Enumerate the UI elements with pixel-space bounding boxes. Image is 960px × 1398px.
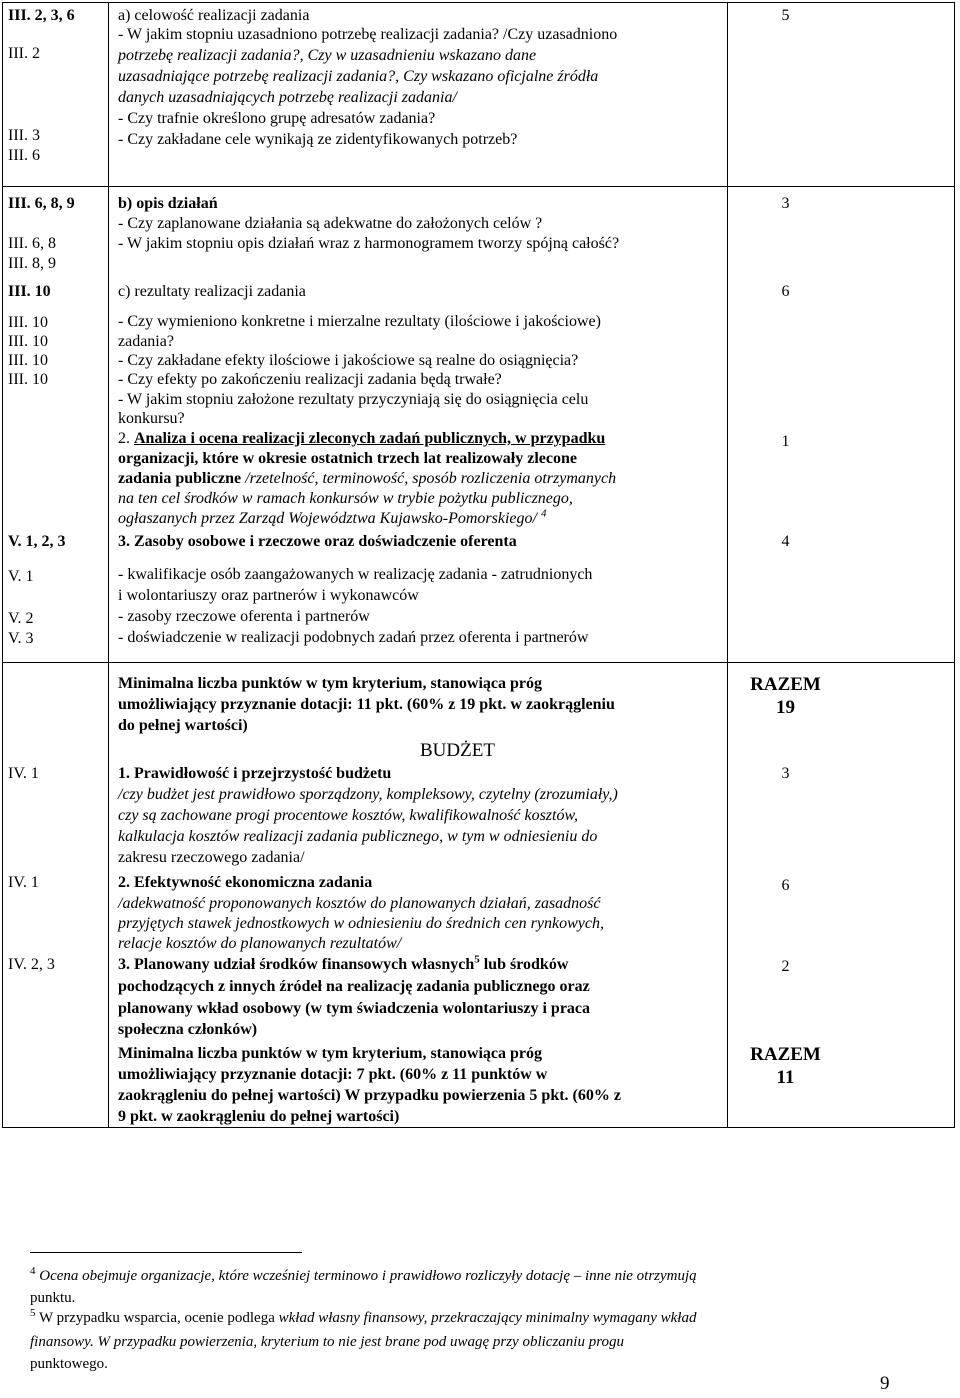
criterion-line: czy są zachowane progi procentowe kosztów, kwalifikowalność kosztów, xyxy=(118,807,578,824)
ref-label: III. 10 xyxy=(8,352,48,369)
footnote-ref: 5 xyxy=(474,953,480,966)
ref-label: III. 10 xyxy=(8,371,48,388)
criterion-line: - W jakim stopniu założone rezultaty przyczyniają się do osiągnięcia celu xyxy=(118,391,589,408)
criterion-line: społeczna członków) xyxy=(118,1021,258,1038)
criterion-text: ogłaszanych przez Zarząd Województwa Kujawsko-Pomorskiego/ xyxy=(118,510,537,527)
max-score: 5 xyxy=(781,7,790,24)
minimum-threshold-line: Minimalna liczba punktów w tym kryterium, stanowiąca próg xyxy=(118,1045,542,1062)
criterion-line: - W jakim stopniu uzasadniono potrzebę realizacji zadania? /Czy uzasadniono xyxy=(118,26,618,43)
max-score: 3 xyxy=(781,765,790,782)
total-value: 11 xyxy=(776,1067,795,1088)
criterion-heading: 2. Efektywność ekonomiczna zadania xyxy=(118,874,373,891)
page-number: 9 xyxy=(880,1373,890,1394)
total-label: RAZEM xyxy=(750,1044,821,1065)
criterion-line xyxy=(118,469,616,490)
footnote-text: finansowy. W przypadku powierzenia, kryterium to nie jest brane pod uwagę przy obliczaniu progu xyxy=(30,1334,624,1350)
criterion-line: organizacji, które w okresie ostatnich trzech lat realizowały zlecone xyxy=(118,450,577,467)
criterion-heading: 3. Zasoby osobowe i rzeczowe oraz doświadczenie oferenta xyxy=(118,533,517,550)
footnote-4 xyxy=(30,1266,697,1286)
criterion-heading: 1. Prawidłowość i przejrzystość budżetu xyxy=(118,765,392,782)
footnote-text: Ocena obejmuje organizacje, które wcześniej terminowo i prawidłowo rozliczyły dotację – inne nie otrzymują xyxy=(35,1268,697,1284)
criterion-line: przyjętych stawek jednostkowych w odniesieniu do średnich cen rynkowych, xyxy=(118,915,604,932)
ref-label: III. 6 xyxy=(8,147,40,164)
budget-title: BUDŻET xyxy=(420,740,495,761)
criterion-line: - Czy zakładane efekty ilościowe i jakościowe są realne do osiągnięcia? xyxy=(118,352,579,369)
criterion-line: - Czy efekty po zakończeniu realizacji zadania będą trwałe? xyxy=(118,371,502,388)
minimum-threshold-line: Minimalna liczba punktów w tym kryterium, stanowiąca próg xyxy=(118,675,542,692)
criterion-line: - Czy wymieniono konkretne i mierzalne rezultaty (ilościowe i jakościowe) xyxy=(118,313,601,330)
max-score: 3 xyxy=(781,195,790,212)
ref-label: IV. 2, 3 xyxy=(8,956,55,973)
criterion-heading: c) rezultaty realizacji zadania xyxy=(118,283,306,300)
max-score: 2 xyxy=(781,958,790,975)
ref-label: IV. 1 xyxy=(8,765,39,782)
footnote-5 xyxy=(30,1308,696,1328)
footnote-text: wkład własny finansowy, przekraczający minimalny wymagany wkład xyxy=(278,1310,697,1326)
criterion-line: konkursu? xyxy=(118,410,185,427)
criterion-line: i wolontariuszy oraz partnerów i wykonawców xyxy=(118,587,419,604)
criterion-line: relacje kosztów do planowanych rezultatów/ xyxy=(118,935,402,952)
max-score: 1 xyxy=(781,433,790,450)
ref-label: III. 3 xyxy=(8,127,40,144)
criterion-line: na ten cel środków w ramach konkursów w trybie pożytku publicznego, xyxy=(118,490,573,507)
criterion-heading xyxy=(118,429,605,450)
footnote-ref: 4 xyxy=(540,507,547,520)
row-divider xyxy=(3,662,954,663)
criterion-line: - doświadczenie w realizacji podobnych zadań przez oferenta i partnerów xyxy=(118,629,589,646)
total-value: 19 xyxy=(776,697,795,718)
ref-label: V. 1, 2, 3 xyxy=(8,533,66,550)
criterion-line: zakresu rzeczowego zadania/ xyxy=(118,849,305,866)
ref-label: IV. 1 xyxy=(8,874,39,891)
criterion-text: lub środków xyxy=(479,956,569,973)
criterion-line: kalkulacja kosztów realizacji zadania publicznego, w tym w odniesieniu do xyxy=(118,828,598,845)
footnote-mark: 5 xyxy=(30,1307,36,1319)
criterion-heading xyxy=(118,955,568,976)
criterion-line: - kwalifikacje osób zaangażowanych w realizację zadania - zatrudnionych xyxy=(118,566,593,583)
criterion-line: - W jakim stopniu opis działań wraz z harmonogramem tworzy spójną całość? xyxy=(118,235,620,252)
footnote-text: punktowego. xyxy=(30,1356,108,1372)
criterion-heading: a) celowość realizacji zadania xyxy=(118,7,310,24)
criterion-line: planowany wkład osobowy (w tym świadczenia wolontariuszy i praca xyxy=(118,1000,591,1017)
max-score: 4 xyxy=(781,533,790,550)
ref-label: III. 6, 8, 9 xyxy=(8,195,75,212)
criterion-heading: b) opis działań xyxy=(118,195,218,212)
ref-label: III. 2 xyxy=(8,45,40,62)
criterion-line: /adekwatność proponowanych kosztów do planowanych działań, zasadność xyxy=(118,895,601,912)
minimum-threshold-line: zaokrągleniu do pełnej wartości) W przypadku powierzenia 5 pkt. (60% z xyxy=(118,1087,621,1104)
criterion-line: potrzebę realizacji zadania?, Czy w uzasadnieniu wskazano dane xyxy=(118,47,537,64)
minimum-threshold-line: do pełnej wartości) xyxy=(118,717,248,734)
criterion-line: - Czy zakładane cele wynikają ze zidentyfikowanych potrzeb? xyxy=(118,131,518,148)
ref-label: III. 6, 8 xyxy=(8,235,56,252)
minimum-threshold-line: umożliwiający przyznanie dotacji: 7 pkt. (60% z 11 punktów w xyxy=(118,1066,548,1083)
criterion-text: 3. Planowany udział środków finansowych własnych xyxy=(118,956,475,973)
column-divider xyxy=(108,3,109,1127)
ref-label: III. 10 xyxy=(8,333,48,350)
footnote-text: W przypadku wsparcia, ocenie podlega xyxy=(35,1310,279,1326)
criterion-line: - zasoby rzeczowe oferenta i partnerów xyxy=(118,608,370,625)
criterion-line: zadania? xyxy=(118,333,174,350)
criterion-number: 2. xyxy=(118,430,130,447)
footnote-text: punktu. xyxy=(30,1290,76,1306)
criterion-line: danych uzasadniających potrzebę realizacji zadania/ xyxy=(118,89,457,106)
max-score: 6 xyxy=(781,877,790,894)
criterion-line: - Czy trafnie określono grupę adresatów zadania? xyxy=(118,110,436,127)
ref-label: III. 2, 3, 6 xyxy=(8,7,75,24)
ref-label: V. 3 xyxy=(8,630,34,647)
criterion-italic-text: /rzetelność, terminowość, sposób rozliczenia otrzymanych xyxy=(241,470,617,487)
footnote-separator xyxy=(30,1252,302,1253)
total-label: RAZEM xyxy=(750,674,821,695)
criterion-line: /czy budżet jest prawidłowo sporządzony, kompleksowy, czytelny (zrozumiały,) xyxy=(118,786,618,803)
row-divider xyxy=(3,186,954,187)
ref-label: III. 10 xyxy=(8,283,51,300)
criterion-line: uzasadniające potrzebę realizacji zadania?, Czy wskazano oficjalne źródła xyxy=(118,68,599,85)
ref-label: III. 10 xyxy=(8,314,48,331)
max-score: 6 xyxy=(781,283,790,300)
ref-label: V. 1 xyxy=(8,568,34,585)
criterion-line xyxy=(118,509,546,530)
ref-label: V. 2 xyxy=(8,610,34,627)
ref-label: III. 8, 9 xyxy=(8,255,56,272)
footnote-mark: 4 xyxy=(30,1265,36,1277)
criterion-title: Analiza i ocena realizacji zleconych zadań publicznych, w przypadku xyxy=(134,430,606,447)
criterion-line: - Czy zaplanowane działania są adekwatne do założonych celów ? xyxy=(118,215,543,232)
minimum-threshold-line: 9 pkt. w zaokrągleniu do pełnej wartości) xyxy=(118,1108,400,1125)
minimum-threshold-line: umożliwiający przyznanie dotacji: 11 pkt. (60% z 19 pkt. w zaokrągleniu xyxy=(118,696,615,713)
criterion-bold-text: zadania publiczne xyxy=(118,470,242,487)
criterion-line: pochodzących z innych źródeł na realizację zadania publicznego oraz xyxy=(118,978,590,995)
